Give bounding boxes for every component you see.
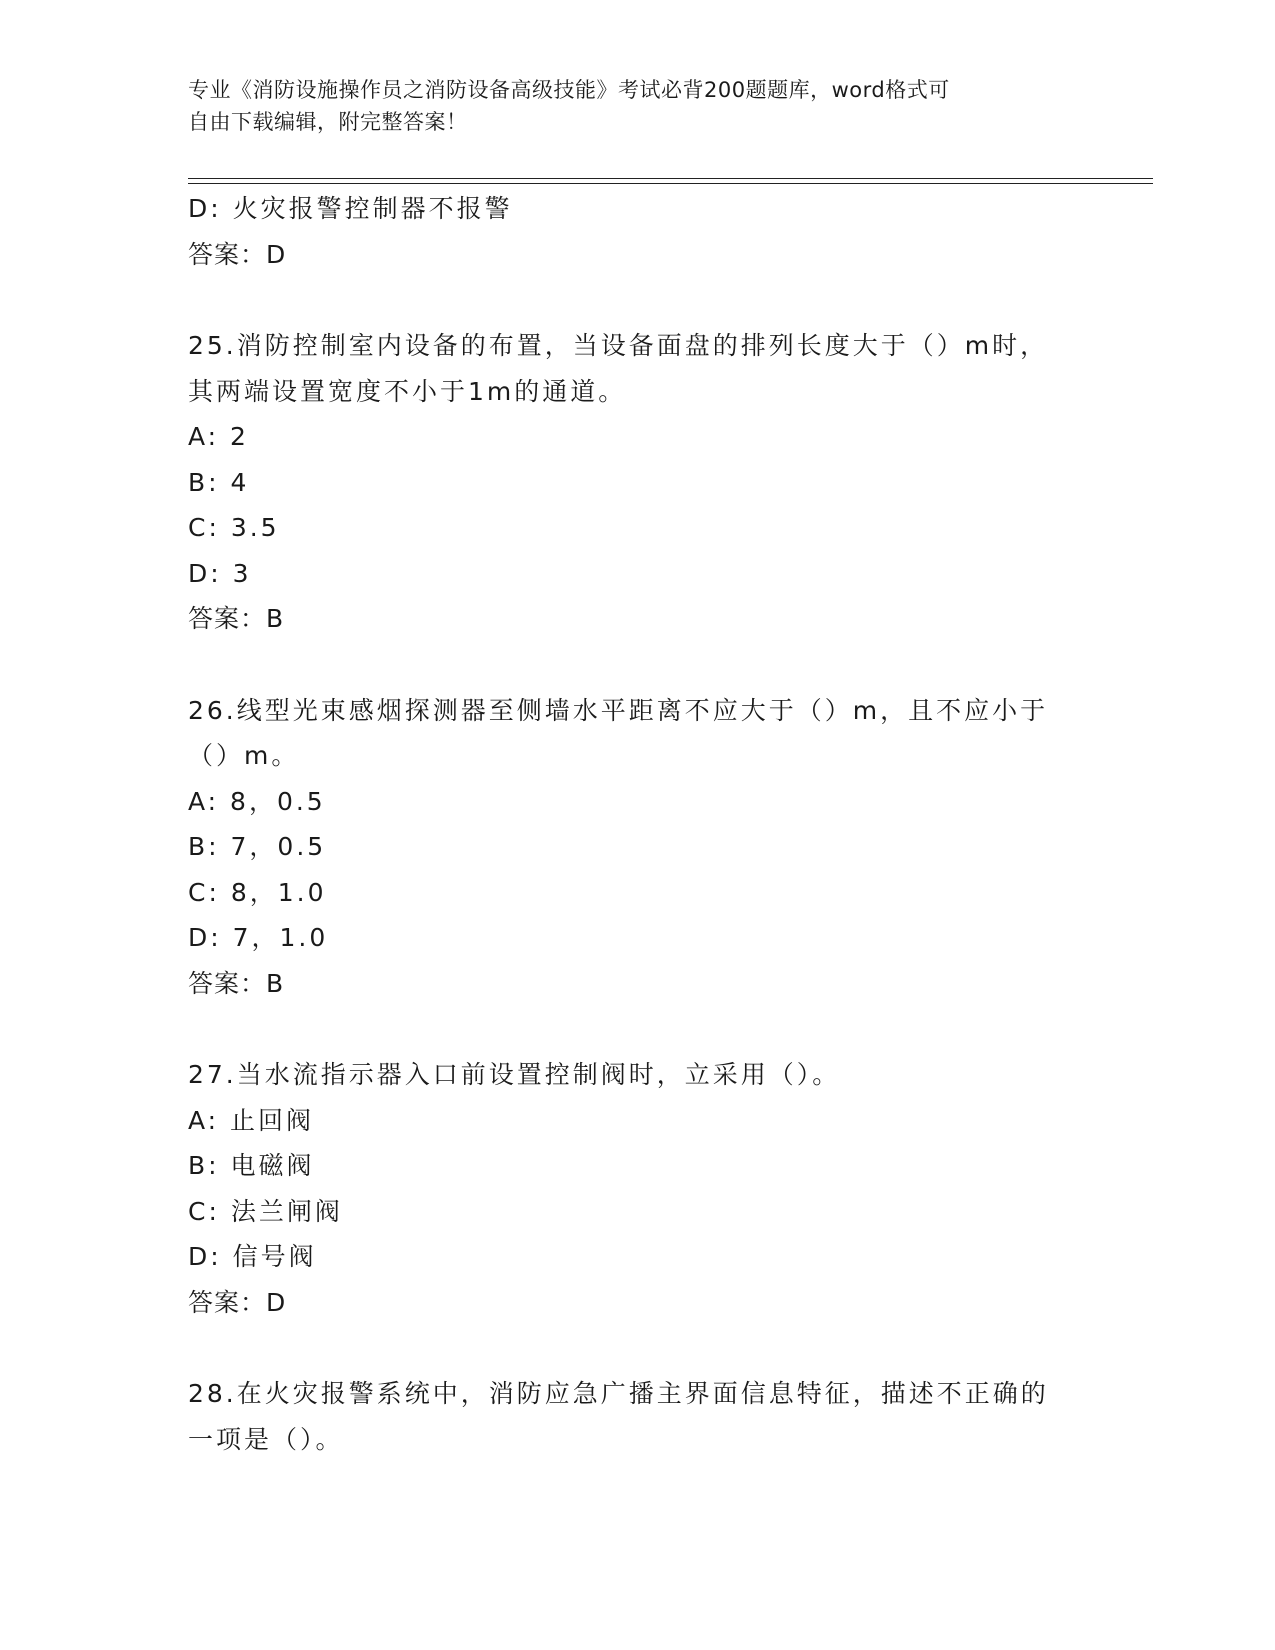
- header-divider-top: [188, 178, 1153, 179]
- question-28-text-line-1: 28.在火灾报警系统中，消防应急广播主界面信息特征，描述不正确的: [188, 1379, 1049, 1408]
- question-26-option-c: C: 8，1.0: [188, 877, 327, 907]
- spacer: [188, 1325, 1088, 1371]
- spacer: [188, 277, 1088, 323]
- question-26: [188, 688, 1068, 779]
- question-26-answer: 答案：B: [188, 968, 285, 998]
- question-25-option-b: B: 4: [188, 467, 250, 497]
- header-line-2: 自由下载编辑，附完整答案！: [188, 110, 468, 134]
- question-list: [188, 186, 1088, 1462]
- question-27-option-a: A: 止回阀: [188, 1105, 315, 1135]
- question-26-text-line-1: 26.线型光束感烟探测器至侧墙水平距离不应大于（）m，且不应小于: [188, 695, 1049, 725]
- question-25-text-line-2: 其两端设置宽度不小于1m的通道。: [188, 376, 627, 406]
- document-header: [188, 74, 1068, 138]
- spacer: [188, 1006, 1088, 1052]
- question-27-option-d: D: 信号阀: [188, 1242, 317, 1271]
- spacer: [188, 642, 1088, 688]
- question-27: [188, 1052, 1068, 1098]
- header-divider-bottom: [188, 183, 1153, 184]
- question-27-text-line-1: 27.当水流指示器入口前设置控制阀时，立采用（）。: [188, 1060, 841, 1089]
- question-26-option-b: B: 7，0.5: [188, 832, 327, 861]
- question-26-text-line-2: （）m。: [188, 741, 300, 770]
- question-25-option-d: D: 3: [188, 558, 252, 588]
- question-25-option-a: A: 2: [188, 422, 249, 451]
- question-25: [188, 323, 1068, 414]
- question-25-text-line-1: 25.消防控制室内设备的布置，当设备面盘的排列长度大于（）m时，: [188, 331, 1049, 360]
- question-28-text-line-2: 一项是（）。: [188, 1424, 344, 1454]
- question-25-answer: 答案：B: [188, 604, 285, 633]
- question-26-option-a: A: 8，0.5: [188, 786, 326, 816]
- prev-answer: 答案：D: [188, 239, 287, 269]
- question-27-answer: 答案：D: [188, 1287, 287, 1317]
- question-26-option-d: D: 7，1.0: [188, 923, 329, 952]
- question-28: [188, 1371, 1068, 1462]
- question-27-option-c: C: 法兰闸阀: [188, 1196, 343, 1226]
- header-line-1: 专业《消防设施操作员之消防设备高级技能》考试必背200题题库，word格式可: [188, 78, 950, 102]
- question-25-option-c: C: 3.5: [188, 513, 280, 542]
- question-27-option-b: B: 电磁阀: [188, 1151, 315, 1180]
- prev-option-d: D: 火灾报警控制器不报警: [188, 194, 513, 223]
